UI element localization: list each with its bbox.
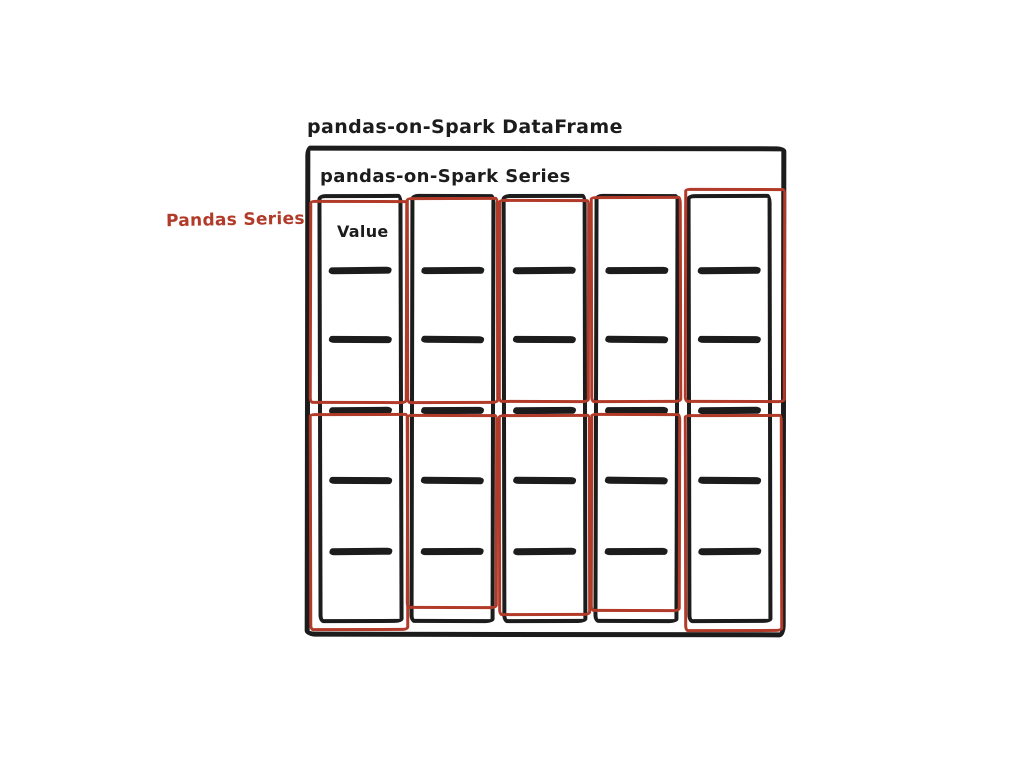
pandas-series-highlight: [498, 414, 591, 616]
pandas-series-highlight: [498, 199, 590, 403]
pandas-series-highlight: [684, 414, 783, 632]
pandas-series-label: Pandas Series: [165, 208, 305, 232]
series-label: pandas-on-Spark Series: [320, 166, 571, 187]
pandas-series-highlight: [590, 413, 682, 612]
pandas-series-highlight: [406, 197, 499, 404]
pandas-series-highlight: [684, 188, 786, 403]
pandas-series-highlight: [309, 413, 410, 631]
pandas-series-highlight: [406, 414, 498, 609]
diagram-title: pandas-on-Spark DataFrame: [307, 116, 623, 138]
value-label: Value: [337, 222, 389, 241]
pandas-series-highlight: [590, 196, 683, 403]
